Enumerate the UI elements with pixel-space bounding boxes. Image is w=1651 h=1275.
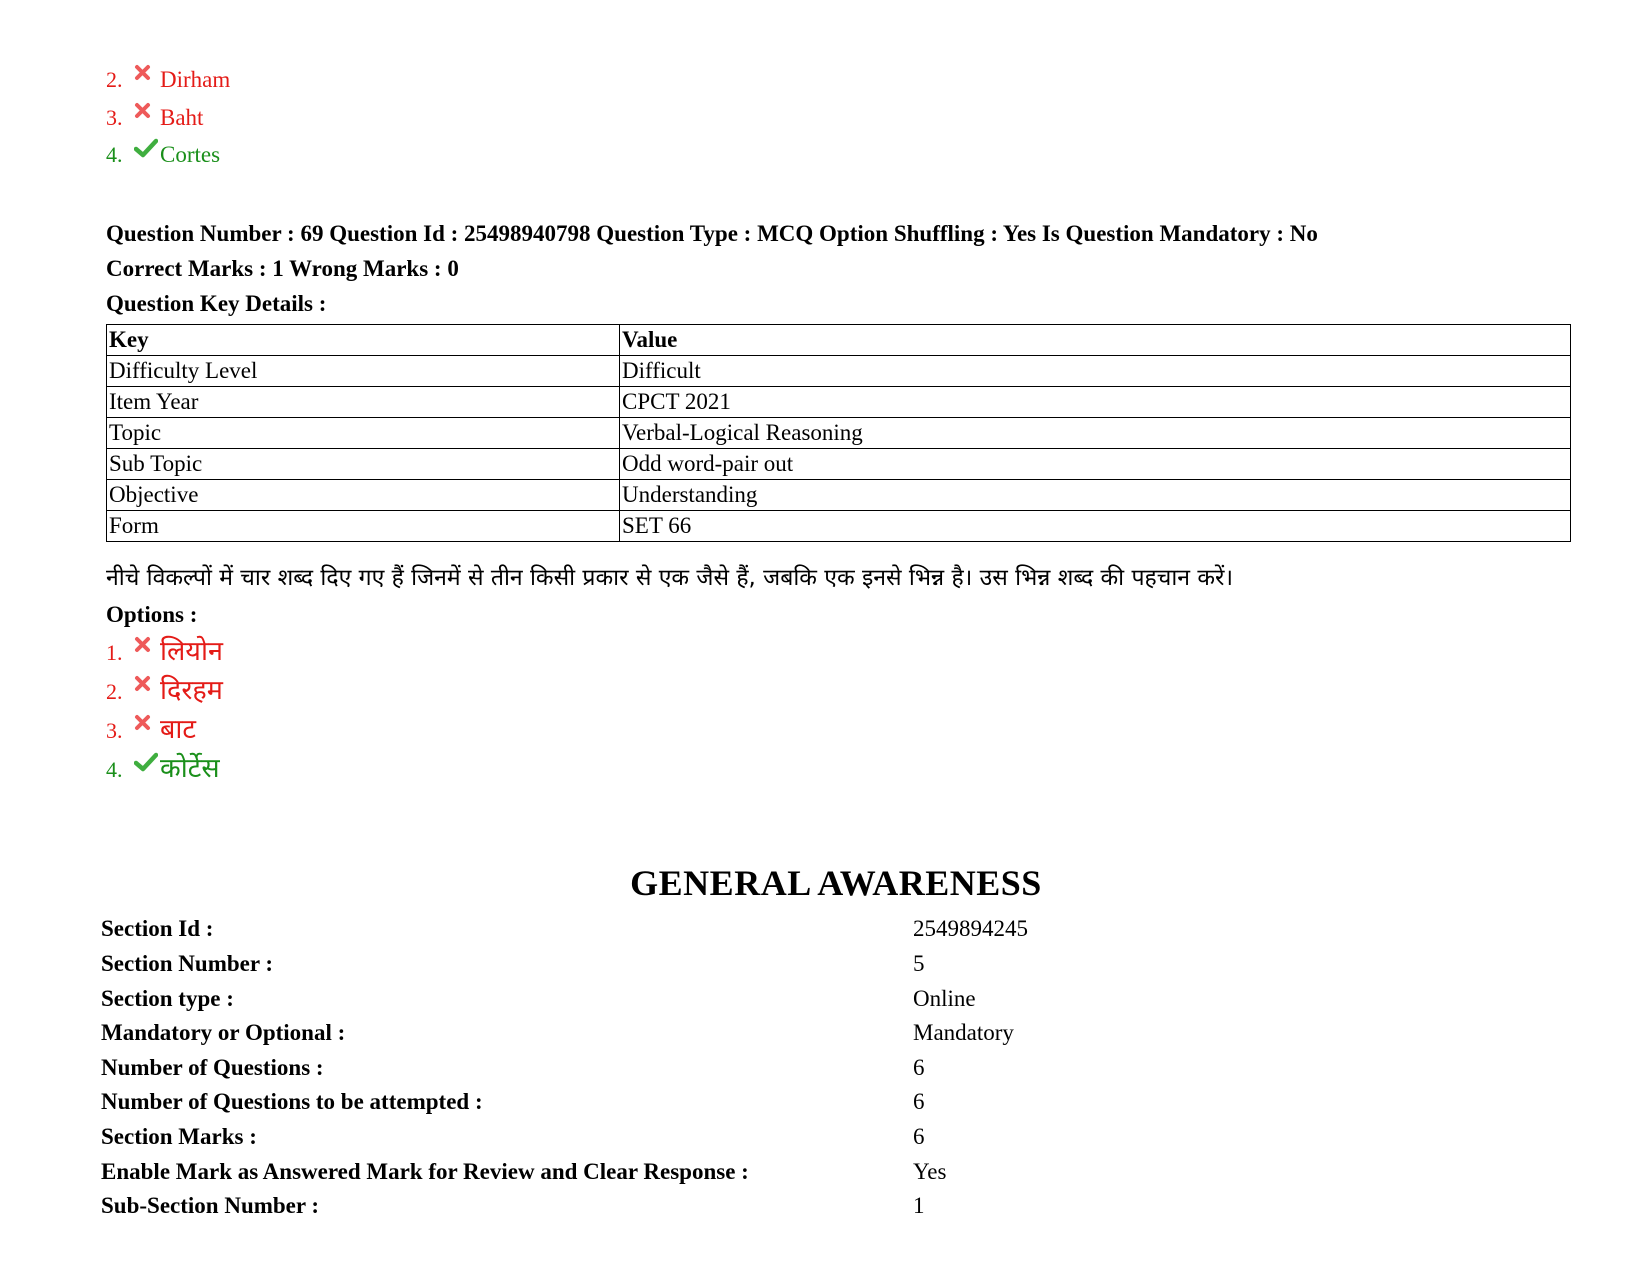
- option-text: Dirham: [160, 67, 231, 92]
- cross-icon: [134, 63, 160, 81]
- prev-option-3: [106, 103, 203, 133]
- table-cell-value: Odd word-pair out: [620, 449, 1571, 480]
- table-cell-value: Difficult: [620, 356, 1571, 387]
- table-cell-key: Form: [107, 511, 620, 542]
- option-number: 2.: [106, 679, 123, 704]
- section-detail-row: [101, 1155, 1601, 1189]
- section-detail-row: [101, 982, 1601, 1016]
- option-number: 3.: [106, 105, 123, 130]
- section-detail-value: 2549894245: [913, 916, 1028, 941]
- cross-icon: [134, 101, 160, 119]
- cross-icon: [134, 674, 160, 692]
- section-detail-row: [101, 1189, 1601, 1223]
- section-detail-row: [101, 1085, 1601, 1119]
- section-detail-row: [101, 912, 1601, 946]
- table-header-key: Key: [107, 325, 620, 356]
- section-detail-label: Mandatory or Optional :: [101, 1020, 346, 1045]
- section-detail-label: Enable Mark as Answered Mark for Review and Clear Response :: [101, 1159, 749, 1184]
- section-detail-value: 6: [913, 1055, 925, 1080]
- table-cell-value: CPCT 2021: [620, 387, 1571, 418]
- section-detail-label: Section Marks :: [101, 1124, 257, 1149]
- option-number: 4.: [106, 142, 123, 167]
- section-detail-row: [101, 1120, 1601, 1154]
- section-detail-label: Section Number :: [101, 951, 274, 976]
- section-detail-value: Yes: [913, 1159, 947, 1184]
- section-detail-row: [101, 1016, 1601, 1050]
- section-detail-label: Sub-Section Number :: [101, 1193, 320, 1218]
- option-number: 4.: [106, 757, 123, 782]
- check-icon: [134, 138, 160, 158]
- section-detail-value: 6: [913, 1124, 925, 1149]
- table-cell-value: SET 66: [620, 511, 1571, 542]
- option-1: [106, 637, 223, 668]
- section-detail-label: Number of Questions to be attempted :: [101, 1089, 483, 1114]
- table-row: [107, 387, 1571, 418]
- cross-icon: [134, 713, 160, 731]
- question-header: Question Number : 69 Question Id : 25498940798 Question Type : MCQ Option Shuffling : Yes Is Question Mandatory : No: [106, 221, 1318, 246]
- section-detail-row: [101, 1051, 1601, 1085]
- section-detail-value: Online: [913, 986, 976, 1011]
- section-detail-label: Section type :: [101, 986, 234, 1011]
- section-detail-value: 6: [913, 1089, 925, 1114]
- question-key-details-label: Question Key Details :: [106, 291, 327, 316]
- section-detail-value: 5: [913, 951, 925, 976]
- option-3: [106, 715, 196, 746]
- section-detail-label: Number of Questions :: [101, 1055, 324, 1080]
- option-text: दिरहम: [160, 675, 223, 706]
- table-cell-key: Difficulty Level: [107, 356, 620, 387]
- option-number: 1.: [106, 640, 123, 665]
- option-number: 2.: [106, 67, 123, 92]
- option-text: Cortes: [160, 142, 221, 167]
- table-row: [107, 418, 1571, 449]
- table-cell-value: Verbal-Logical Reasoning: [620, 418, 1571, 449]
- option-text: लियोन: [160, 636, 223, 667]
- table-row: [107, 356, 1571, 387]
- section-detail-value: 1: [913, 1193, 925, 1218]
- option-2: [106, 676, 223, 707]
- table-cell-key: Objective: [107, 480, 620, 511]
- question-text: नीचे विकल्पों में चार शब्द दिए गए हैं जिनमें से तीन किसी प्रकार से एक जैसे हैं, जबकि एक इनसे भिन्न है। उस भिन्न शब्द की पहचान करें।: [106, 565, 1234, 591]
- table-cell-key: Topic: [107, 418, 620, 449]
- table-cell-key: Item Year: [107, 387, 620, 418]
- option-text: बाट: [160, 714, 197, 745]
- option-text: Baht: [160, 105, 204, 130]
- table-cell-key: Sub Topic: [107, 449, 620, 480]
- question-key-table: [106, 324, 1571, 542]
- table-row: [107, 480, 1571, 511]
- table-cell-value: Understanding: [620, 480, 1571, 511]
- section-detail-value: Mandatory: [913, 1020, 1014, 1045]
- prev-option-4: [106, 140, 220, 170]
- table-row: [107, 511, 1571, 542]
- table-header-row: [107, 325, 1571, 356]
- cross-icon: [134, 635, 160, 653]
- table-header-value: Value: [620, 325, 1571, 356]
- options-label: Options :: [106, 602, 198, 627]
- question-marks: Correct Marks : 1 Wrong Marks : 0: [106, 256, 459, 281]
- check-icon: [134, 752, 160, 772]
- section-detail-label: Section Id :: [101, 916, 214, 941]
- prev-option-2: [106, 65, 230, 95]
- table-row: [107, 449, 1571, 480]
- option-number: 3.: [106, 718, 123, 743]
- section-title: GENERAL AWARENESS: [630, 863, 1042, 903]
- section-detail-row: [101, 947, 1601, 981]
- option-text: कोर्टेस: [160, 753, 220, 784]
- option-4: [106, 754, 220, 785]
